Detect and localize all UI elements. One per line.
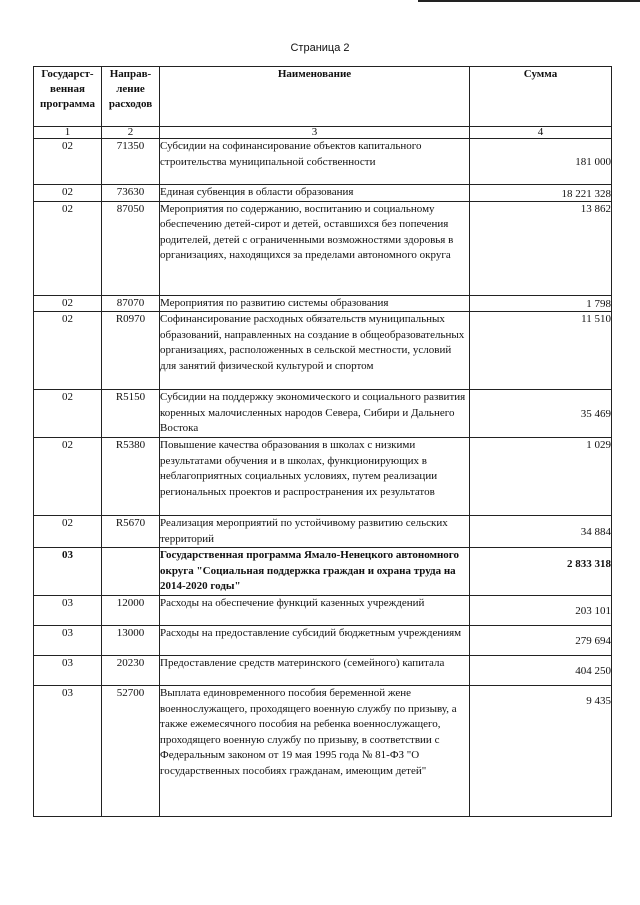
cell-direction: R5670 xyxy=(102,516,160,548)
cell-program: 03 xyxy=(34,596,102,626)
cell-program: 02 xyxy=(34,438,102,516)
cell-sum xyxy=(470,139,612,185)
cell-program: 02 xyxy=(34,201,102,295)
header-sum: Сумма xyxy=(470,67,612,127)
cell-direction: 20230 xyxy=(102,656,160,686)
header-row xyxy=(34,67,612,127)
sum-value: 35 469 xyxy=(580,407,611,420)
table-row xyxy=(34,656,612,686)
cell-name: Субсидии на поддержку экономического и социального развития коренных малочисленных народов Севера, Сибири и Дальнего Востока xyxy=(160,390,470,438)
cell-name: Выплата единовременного пособия беременной жене военнослужащего, проходящего военную службу по призыву, а также ежемесячного пособия на ребенка военнослужащего, проходящего военную службу по призыву, в соответствии с Федеральным законом от 19 мая 1995 года № 81-ФЗ "О государственных пособиях гражданам, имеющим детей" xyxy=(160,686,470,817)
budget-table xyxy=(33,66,612,817)
cell-name: Предоставление средств материнского (семейного) капитала xyxy=(160,656,470,686)
cell-sum xyxy=(470,626,612,656)
table-row xyxy=(34,312,612,390)
cell-sum xyxy=(470,201,612,295)
cell-program: 03 xyxy=(34,686,102,817)
sum-value: 11 510 xyxy=(581,313,611,325)
cell-sum xyxy=(470,312,612,390)
sum-value: 203 101 xyxy=(575,604,611,617)
page-label: Страница 2 xyxy=(290,42,350,54)
cell-name: Софинансирование расходных обязательств муниципальных образований, направленных на создание в общеобразовательных организациях, расположенных в сельской местности, условий для занятий физической культурой и спортом xyxy=(160,312,470,390)
header-name: Наименование xyxy=(160,67,470,127)
cell-direction: R5150 xyxy=(102,390,160,438)
cell-direction: 71350 xyxy=(102,139,160,185)
cell-name: Единая субвенция в области образования xyxy=(160,185,470,202)
table-row xyxy=(34,438,612,516)
cell-name: Расходы на обеспечение функций казенных учреждений xyxy=(160,596,470,626)
sum-value: 1 798 xyxy=(586,298,611,310)
sum-value: 1 029 xyxy=(586,439,611,451)
table-row xyxy=(34,686,612,817)
sum-value: 18 221 328 xyxy=(561,187,611,200)
cell-direction: R0970 xyxy=(102,312,160,390)
table-row xyxy=(34,390,612,438)
cell-program: 03 xyxy=(34,626,102,656)
cell-program: 02 xyxy=(34,139,102,185)
cell-direction: R5380 xyxy=(102,438,160,516)
cell-sum xyxy=(470,438,612,516)
sum-value: 279 694 xyxy=(575,634,611,647)
cell-program: 02 xyxy=(34,516,102,548)
cell-direction: 73630 xyxy=(102,185,160,202)
header-program: Государст-венная программа xyxy=(34,67,102,127)
cell-name: Повышение качества образования в школах с низкими результатами обучения и в школах, функционирующих в неблагоприятных социальных условиях, путем реализации региональных проектов и распространения их результатов xyxy=(160,438,470,516)
col-number: 4 xyxy=(470,127,612,139)
cell-direction xyxy=(102,548,160,596)
table-row xyxy=(34,185,612,202)
cell-name: Мероприятия по развитию системы образования xyxy=(160,295,470,312)
table-row xyxy=(34,139,612,185)
table-row xyxy=(34,626,612,656)
cell-sum xyxy=(470,548,612,596)
cell-sum xyxy=(470,656,612,686)
cell-name: Мероприятия по содержанию, воспитанию и социальному обеспечению детей-сирот и детей, оставшихся без попечения родителей, детей с ограниченными возможностями здоровья в организациях, находящихся за пределами автономного округа xyxy=(160,201,470,295)
cell-sum xyxy=(470,596,612,626)
header-direction: Направ-ление расходов xyxy=(102,67,160,127)
cell-program: 02 xyxy=(34,185,102,202)
cell-name: Субсидии на софинансирование объектов капитального строительства муниципальной собственности xyxy=(160,139,470,185)
cell-direction: 87070 xyxy=(102,295,160,312)
cell-program: 02 xyxy=(34,312,102,390)
cell-sum xyxy=(470,516,612,548)
sum-value: 13 862 xyxy=(580,202,611,215)
cell-program: 02 xyxy=(34,295,102,312)
table-row-program-total xyxy=(34,548,612,596)
cell-program: 03 xyxy=(34,548,102,596)
table-row xyxy=(34,516,612,548)
cell-direction: 52700 xyxy=(102,686,160,817)
sum-value: 9 435 xyxy=(586,695,611,707)
cell-program: 02 xyxy=(34,390,102,438)
table-row xyxy=(34,201,612,295)
column-numbers-row xyxy=(34,127,612,139)
cell-name: Реализация мероприятий по устойчивому развитию сельских территорий xyxy=(160,516,470,548)
sum-value: 181 000 xyxy=(575,155,611,168)
cell-name: Государственная программа Ямало-Ненецкого автономного округа "Социальная поддержка граждан и охрана труда на 2014-2020 годы" xyxy=(160,548,470,596)
cell-sum xyxy=(470,185,612,202)
cell-sum xyxy=(470,686,612,817)
cell-direction: 87050 xyxy=(102,201,160,295)
sum-value: 404 250 xyxy=(575,664,611,677)
cell-direction: 12000 xyxy=(102,596,160,626)
cell-program: 03 xyxy=(34,656,102,686)
cell-sum xyxy=(470,390,612,438)
col-number: 3 xyxy=(160,127,470,139)
table-row xyxy=(34,295,612,312)
cell-direction: 13000 xyxy=(102,626,160,656)
table-row xyxy=(34,596,612,626)
top-edge-line xyxy=(418,0,640,2)
cell-name: Расходы на предоставление субсидий бюджетным учреждениям xyxy=(160,626,470,656)
col-number: 1 xyxy=(34,127,102,139)
cell-sum xyxy=(470,295,612,312)
sum-value: 34 884 xyxy=(580,525,611,538)
sum-value: 2 833 318 xyxy=(567,558,611,570)
col-number: 2 xyxy=(102,127,160,139)
